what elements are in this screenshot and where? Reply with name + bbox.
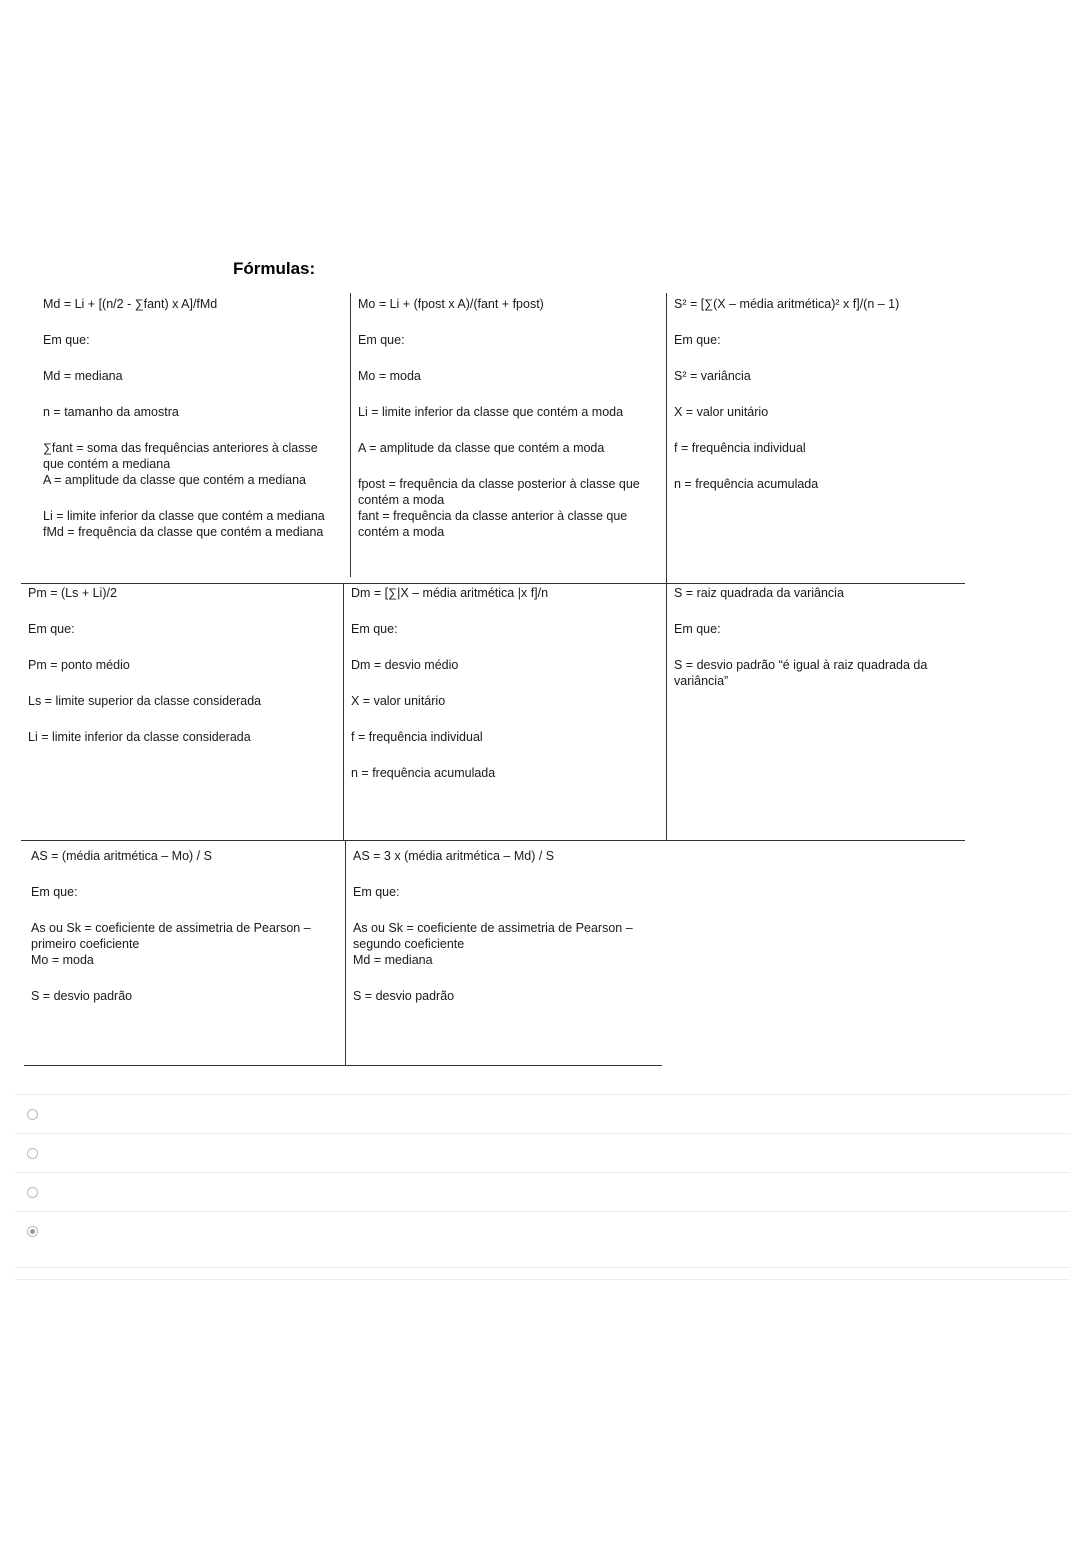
formula-line: Md = mediana xyxy=(353,953,433,967)
divider xyxy=(343,583,344,840)
formula-line: S = desvio padrão “é igual à raiz quadrada da variância” xyxy=(674,658,931,688)
formula-line: Li = limite inferior da classe que contém a moda xyxy=(358,405,624,419)
formula-line: AS = (média aritmética – Mo) / S xyxy=(31,849,212,863)
formula-cell-desvio-medio xyxy=(351,585,661,781)
formula-line: Li = limite inferior da classe considerada xyxy=(28,730,251,744)
formula-line: AS = 3 x (média aritmética – Md) / S xyxy=(353,849,555,863)
formula-line: Pm = ponto médio xyxy=(28,658,130,672)
divider xyxy=(21,840,965,841)
divider xyxy=(350,293,351,577)
formula-line: Dm = desvio médio xyxy=(351,658,459,672)
options-end-border xyxy=(15,1279,1070,1281)
formula-line: Li = limite inferior da classe que contém a mediana xyxy=(43,509,325,523)
formula-cell-assimetria-2 xyxy=(353,848,659,1004)
divider xyxy=(21,583,965,584)
formula-line: Md = Li + [(n/2 - ∑fant) x A]/fMd xyxy=(43,297,218,311)
formula-line: S² = variância xyxy=(674,369,751,383)
formula-line: X = valor unitário xyxy=(351,694,446,708)
formula-line: As ou Sk = coeficiente de assimetria de Pearson – primeiro coeficiente xyxy=(31,921,315,951)
divider xyxy=(24,1065,662,1066)
formula-line: Em que: xyxy=(43,333,90,347)
formula-line: S = raiz quadrada da variância xyxy=(674,586,844,600)
page-title: Fórmulas: xyxy=(233,259,316,278)
formula-line: ∑fant = soma das frequências anteriores à classe que contém a mediana xyxy=(43,441,322,471)
formula-line: Pm = (Ls + Li)/2 xyxy=(28,586,117,600)
formula-line: Dm = [∑|X – média aritmética |x f]/n xyxy=(351,586,549,600)
formula-line: n = tamanho da amostra xyxy=(43,405,179,419)
formula-line: Em que: xyxy=(351,622,398,636)
formula-line: X = valor unitário xyxy=(674,405,769,419)
formula-line: S = desvio padrão xyxy=(31,989,133,1003)
formula-cell-assimetria-1 xyxy=(31,848,337,1004)
formula-line: A = amplitude da classe que contém a mediana xyxy=(43,473,307,487)
divider xyxy=(666,293,667,840)
radio-button[interactable] xyxy=(27,1109,38,1120)
answer-option[interactable] xyxy=(15,1133,1070,1173)
formula-line: Md = mediana xyxy=(43,369,123,383)
radio-button[interactable] xyxy=(27,1187,38,1198)
formula-line: S = desvio padrão xyxy=(353,989,455,1003)
formula-line: f = frequência individual xyxy=(674,441,806,455)
answer-option[interactable] xyxy=(15,1094,1070,1134)
formula-line: fpost = frequência da classe posterior à classe que contém a moda xyxy=(358,477,644,507)
formula-cell-ponto-medio xyxy=(28,585,338,745)
divider xyxy=(345,840,346,1065)
formula-line: Mo = moda xyxy=(31,953,94,967)
formula-line: A = amplitude da classe que contém a moda xyxy=(358,441,605,455)
answer-option[interactable] xyxy=(15,1172,1070,1212)
radio-button[interactable] xyxy=(27,1148,38,1159)
formula-line: fMd = frequência da classe que contém a mediana xyxy=(43,525,324,539)
formula-line: Em que: xyxy=(28,622,75,636)
formula-line: n = frequência acumulada xyxy=(674,477,819,491)
formula-cell-moda xyxy=(358,296,656,540)
formula-line: Ls = limite superior da classe considerada xyxy=(28,694,262,708)
formula-line: Mo = Li + (fpost x A)/(fant + fpost) xyxy=(358,297,544,311)
formula-line: n = frequência acumulada xyxy=(351,766,496,780)
formula-line: Em que: xyxy=(358,333,405,347)
formula-line: Em que: xyxy=(674,333,721,347)
formula-line: Em que: xyxy=(353,885,400,899)
answer-option[interactable] xyxy=(15,1211,1070,1268)
formula-line: Em que: xyxy=(674,622,721,636)
radio-button-selected[interactable] xyxy=(27,1226,38,1237)
formula-cell-variancia xyxy=(674,296,964,492)
formula-line: Em que: xyxy=(31,885,78,899)
formula-cell-mediana xyxy=(43,296,339,540)
formula-line: fant = frequência da classe anterior à classe que contém a moda xyxy=(358,509,631,539)
formula-line: S² = [∑(X – média aritmética)² x f]/(n – 1) xyxy=(674,297,900,311)
formula-line: Mo = moda xyxy=(358,369,421,383)
formula-line: f = frequência individual xyxy=(351,730,483,744)
formula-line: As ou Sk = coeficiente de assimetria de Pearson – segundo coeficiente xyxy=(353,921,637,951)
formula-cell-desvio-padrao xyxy=(674,585,959,689)
